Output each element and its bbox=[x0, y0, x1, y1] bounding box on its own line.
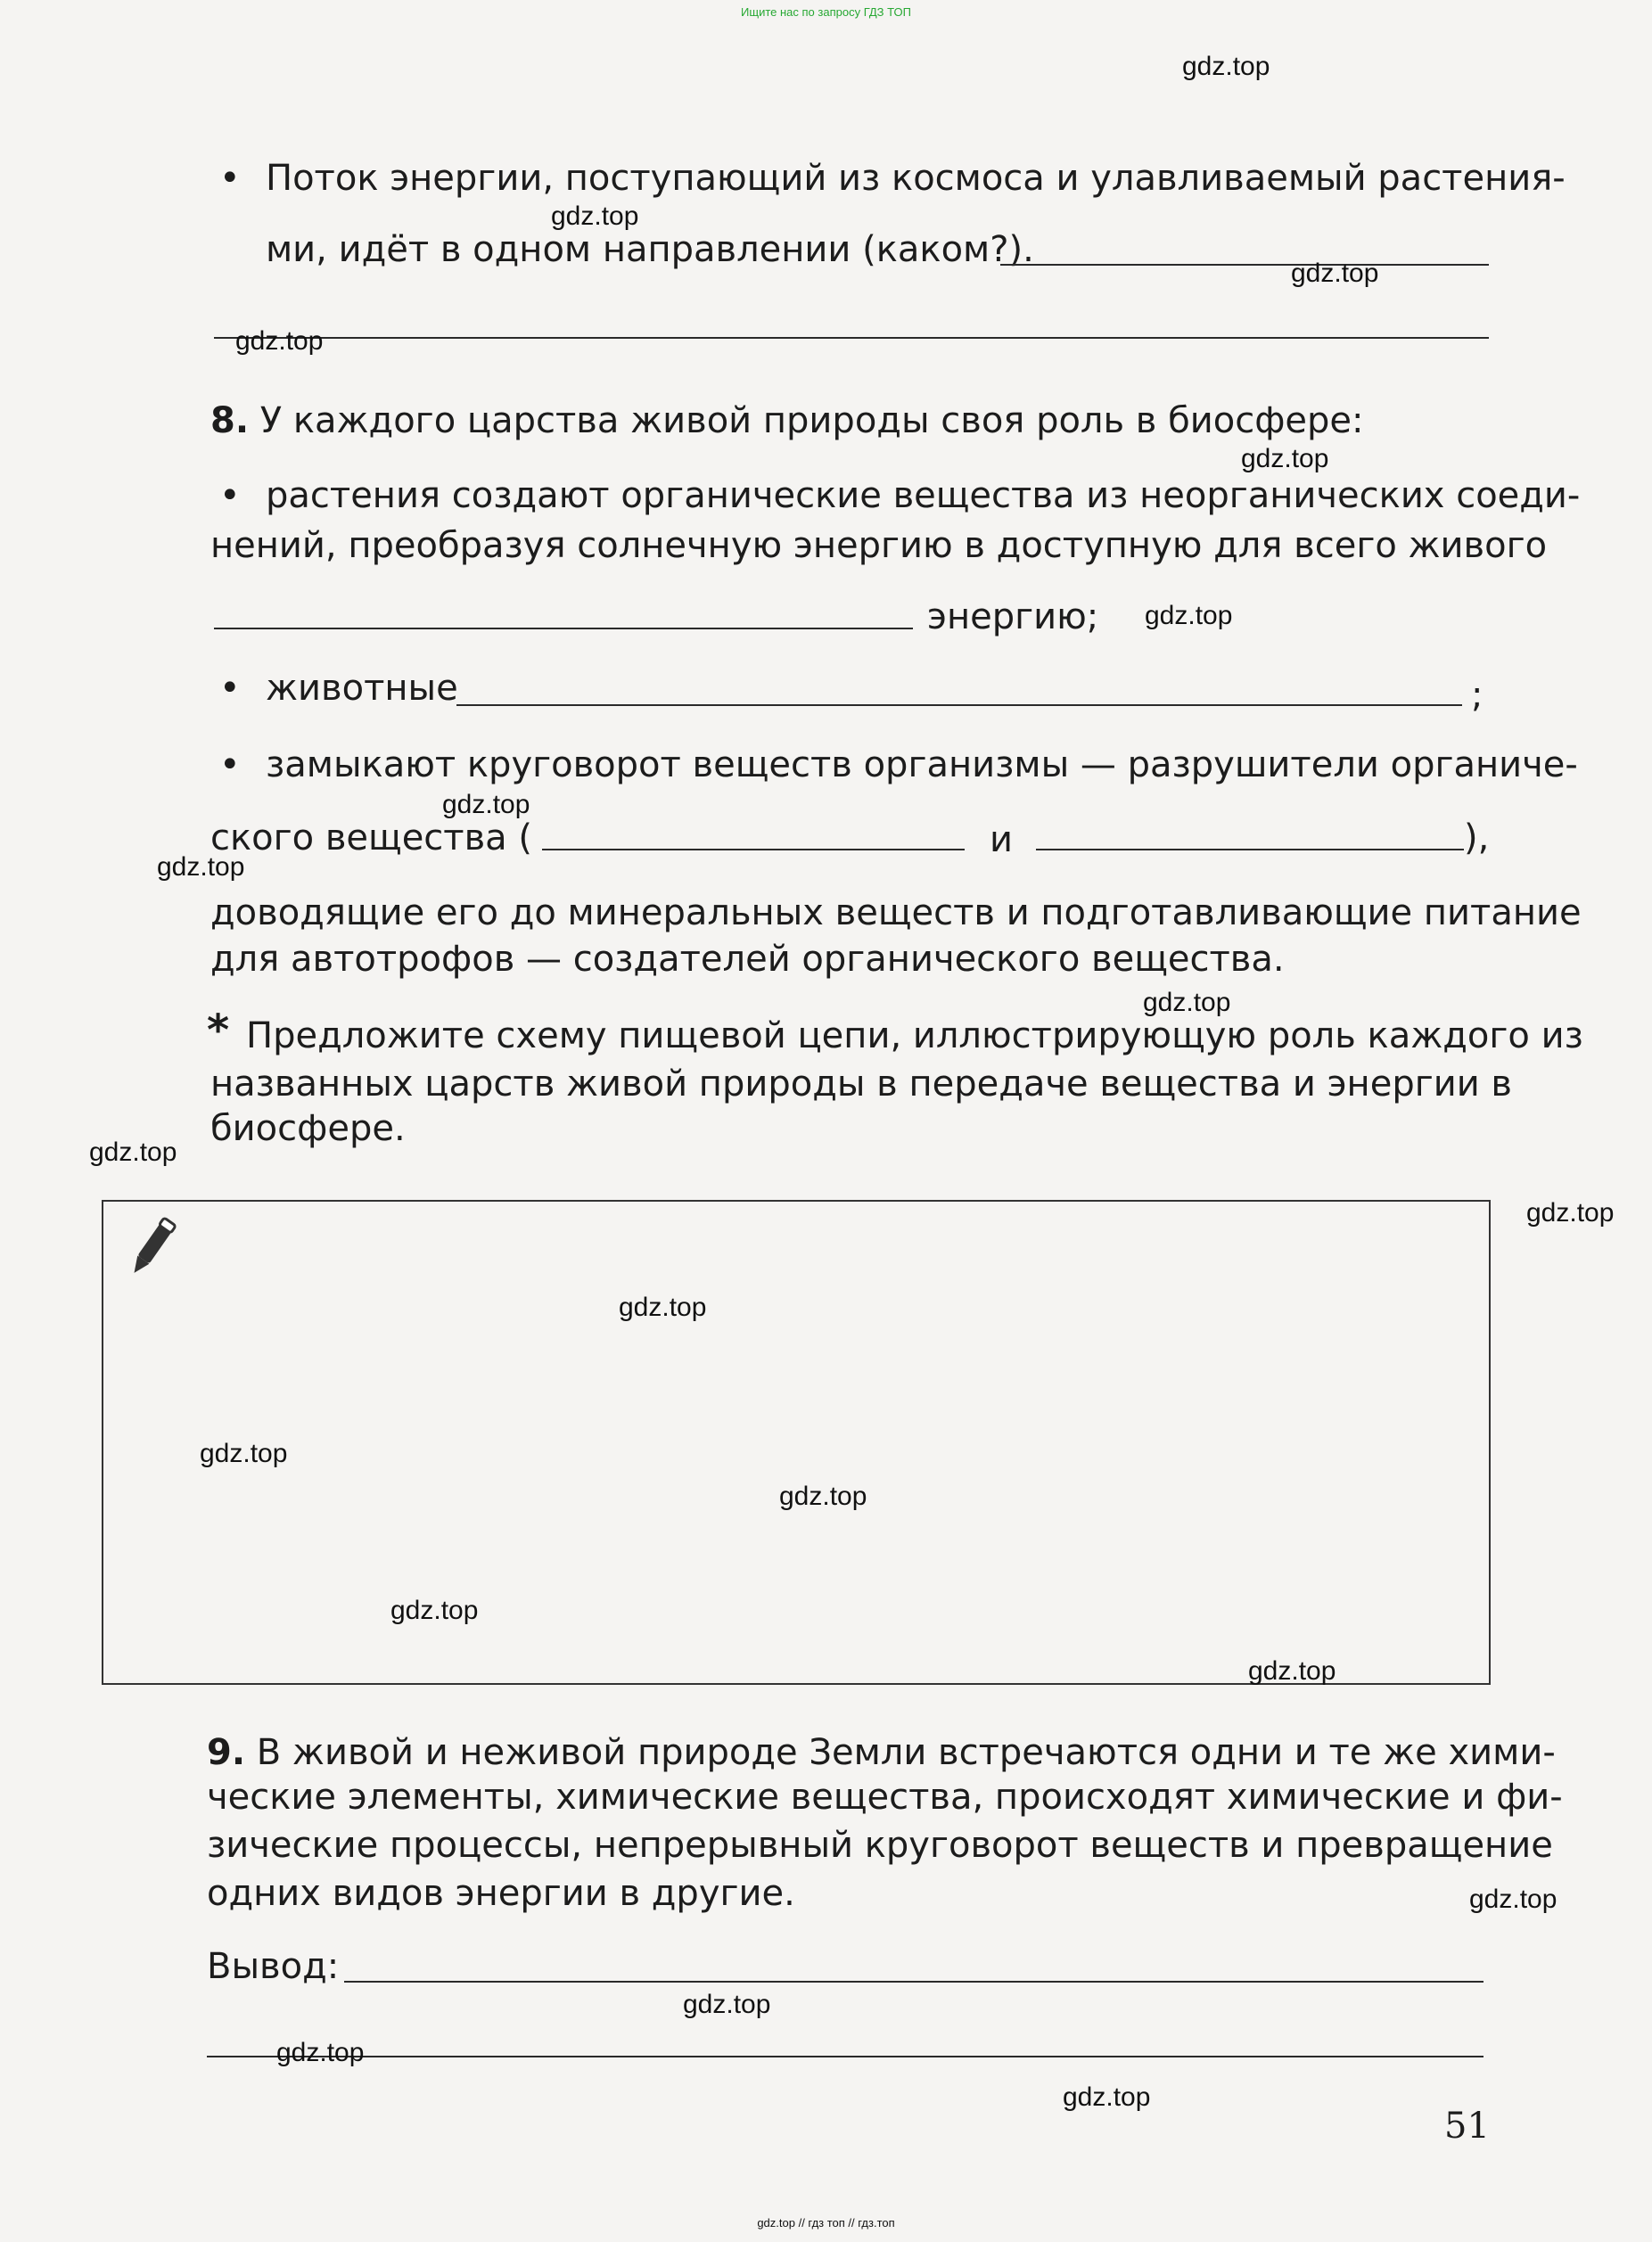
watermark: gdz.top bbox=[1526, 1198, 1615, 1228]
item9-line1 bbox=[207, 1728, 1556, 1778]
page-number: 51 bbox=[1444, 2106, 1490, 2147]
plants-line1: растения создают органические вещества из неорганических соеди- bbox=[266, 475, 1581, 516]
watermark: gdz.top bbox=[200, 1439, 288, 1468]
answer-line[interactable] bbox=[207, 2056, 1484, 2057]
task-line1: Предложите схему пищевой цепи, иллюстрирующую роль каждого из bbox=[246, 1015, 1583, 1056]
watermark: gdz.top bbox=[1469, 1885, 1557, 1914]
bullet: • bbox=[219, 668, 241, 709]
answer-line[interactable] bbox=[214, 628, 913, 629]
bullet: • bbox=[219, 158, 241, 199]
plants-tail: энергию; bbox=[927, 596, 1099, 637]
watermark: gdz.top bbox=[1063, 2082, 1151, 2112]
watermark: gdz.top bbox=[89, 1137, 177, 1167]
item7-line2: ми, идёт в одном направлении (каком?). bbox=[266, 229, 1034, 270]
header-note: Ищите нас по запросу ГДЗ ТОП bbox=[741, 5, 911, 19]
watermark: gdz.top bbox=[1291, 259, 1379, 288]
answer-line[interactable] bbox=[214, 337, 1489, 339]
watermark: gdz.top bbox=[1241, 444, 1329, 473]
bullet: • bbox=[219, 475, 241, 516]
decomp-line4: для автотрофов — создателей органического вещества. bbox=[210, 939, 1285, 980]
watermark: gdz.top bbox=[1143, 988, 1231, 1017]
bullet: • bbox=[219, 744, 241, 785]
answer-line[interactable] bbox=[542, 849, 965, 850]
decomp-line3: доводящие его до минеральных веществ и подготавливающие питание bbox=[210, 892, 1582, 933]
footer-note: gdz.top // гдз топ // гдз.топ bbox=[757, 2216, 895, 2230]
watermark: gdz.top bbox=[1248, 1656, 1336, 1686]
decomp-and: и bbox=[990, 819, 1013, 860]
conclusion-label: Вывод: bbox=[207, 1946, 340, 1987]
pencil-icon bbox=[125, 1212, 178, 1284]
watermark: gdz.top bbox=[619, 1293, 707, 1322]
item8-number: 8. bbox=[210, 400, 250, 441]
watermark: gdz.top bbox=[1145, 601, 1233, 630]
star-mark: * bbox=[207, 1006, 230, 1055]
watermark: gdz.top bbox=[390, 1596, 479, 1625]
watermark: gdz.top bbox=[1182, 52, 1270, 81]
item9-line3: зические процессы, непрерывный круговорот веществ и превращение bbox=[207, 1825, 1553, 1866]
answer-line[interactable] bbox=[1036, 849, 1464, 850]
item8-intro-text: У каждого царства живой природы своя роль в биосфере: bbox=[259, 400, 1364, 441]
watermark: gdz.top bbox=[779, 1482, 867, 1511]
answer-line[interactable] bbox=[344, 1981, 1484, 1983]
item7-line1: Поток энергии, поступающий из космоса и улавливаемый растения- bbox=[266, 158, 1566, 199]
watermark: gdz.top bbox=[683, 1990, 771, 2019]
item8-intro bbox=[210, 396, 1363, 446]
item9-number: 9. bbox=[207, 1732, 246, 1773]
plants-line2: нений, преобразуя солнечную энергию в доступную для всего живого bbox=[210, 525, 1548, 566]
watermark: gdz.top bbox=[442, 790, 530, 819]
task-line3: биосфере. bbox=[210, 1108, 406, 1149]
item9-line1-text: В живой и неживой природе Земли встречаются одни и те же хими- bbox=[256, 1732, 1556, 1773]
watermark: gdz.top bbox=[276, 2038, 365, 2067]
watermark: gdz.top bbox=[235, 326, 324, 356]
drawing-area[interactable] bbox=[102, 1200, 1491, 1685]
item9-line2: ческие элементы, химические вещества, происходят химические и фи- bbox=[207, 1777, 1563, 1818]
answer-line[interactable] bbox=[1000, 264, 1489, 266]
animals-end: ; bbox=[1471, 675, 1484, 716]
animals-label: животные bbox=[266, 668, 458, 709]
decomp-line2-start: ского вещества ( bbox=[210, 817, 532, 858]
decomp-line2-end: ), bbox=[1464, 817, 1490, 858]
watermark: gdz.top bbox=[157, 852, 245, 882]
task-line2: названных царств живой природы в передаче вещества и энергии в bbox=[210, 1064, 1512, 1105]
answer-line[interactable] bbox=[456, 704, 1462, 706]
item9-line4: одних видов энергии в другие. bbox=[207, 1873, 795, 1914]
watermark: gdz.top bbox=[551, 201, 639, 231]
decomp-line1: замыкают круговорот веществ организмы — разрушители органиче- bbox=[266, 744, 1578, 785]
